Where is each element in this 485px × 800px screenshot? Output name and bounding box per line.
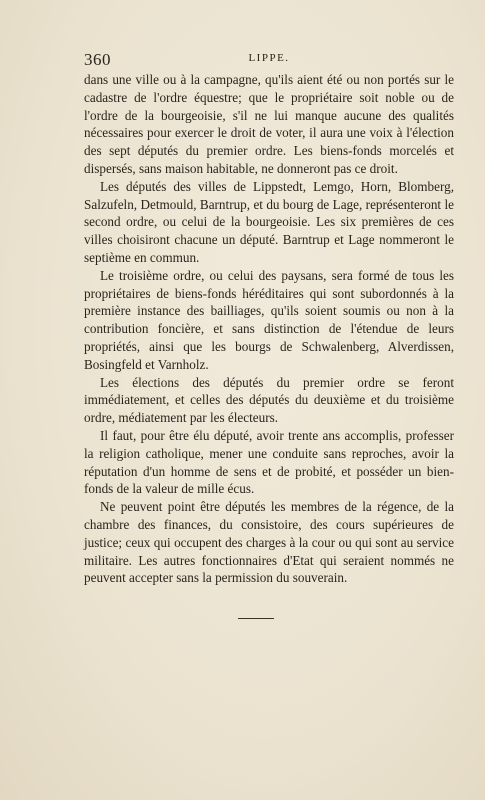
page-header	[84, 50, 454, 70]
paragraph: Les élections des députés du premier ordre se feront immédiatement, et celles des députés du deuxième et du troisième ordre, médiatement par les électeurs.	[84, 374, 454, 426]
page-number: 360	[84, 50, 111, 69]
running-head: LIPPE.	[248, 52, 290, 64]
body-text	[84, 71, 454, 587]
paragraph: Les députés des villes de Lippstedt, Lemgo, Horn, Blomberg, Salzufeln, Detmould, Barntrup, et du bourg de Lage, représenteront le second ordre, ou celui de la bourgeoisie. Les six premières de ces villes choisiront chacune un député. Barntrup et Lage nommeront le septième en commun.	[84, 178, 454, 265]
paragraph: Le troisième ordre, ou celui des paysans, sera formé de tous les propriétaires de biens-fonds héréditaires qui sont subordonnés à la première instance des bailliages, qu'ils soient soumis ou non à la contribution foncière, et sans distinction de l'étendue de leurs propriétés, ainsi que les bourgs de Schwalenberg, Alverdissen, Bosingfeld et Varnholz.	[84, 267, 454, 372]
paragraph: dans une ville ou à la campagne, qu'ils aient été ou non portés sur le cadastre de l'ordre équestre; que le propriétaire soit noble ou de l'ordre de la bourgeoisie, s'il ne lui manque aucune des qualités nécessaires pour exercer le droit de voter, il aura une voix à l'élection des sept députés du premier ordre. Les biens-fonds morcelés et dispersés, sans maison habitable, ne donneront pas ce droit.	[84, 72, 454, 176]
paragraph: Ne peuvent point être députés les membres de la régence, de la chambre des finances, du consistoire, des cours supérieures de justice; ceux qui occupent des charges à la cour ou qui sont au service militaire. Les autres fonctionnaires d'Etat qui seraient nommés ne peuvent accepter sans la permission du souverain.	[84, 499, 454, 586]
end-rule	[238, 618, 274, 619]
paragraph: Il faut, pour être élu député, avoir trente ans accomplis, professer la religion catholique, mener une conduite sans reproches, avoir la réputation d'un homme de sens et de probité, et posséder un bien-fonds de la valeur de mille écus.	[84, 427, 454, 497]
